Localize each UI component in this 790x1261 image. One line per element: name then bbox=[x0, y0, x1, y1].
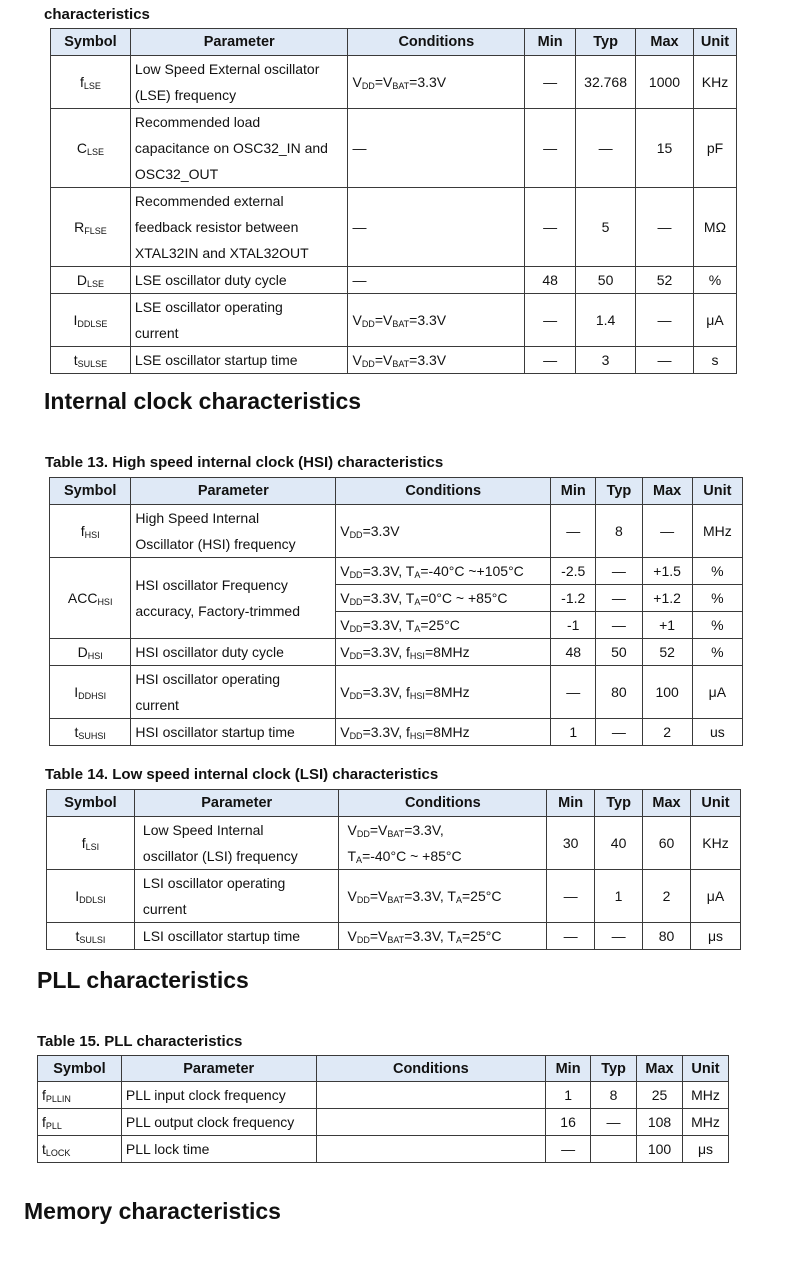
table-header-row bbox=[50, 478, 743, 505]
min-cell: 48 bbox=[551, 639, 596, 666]
table-row bbox=[51, 56, 737, 109]
min-cell: — bbox=[547, 870, 595, 923]
conditions-cell: $V_{DD}=3.3V$, $T_A=25^\circ C$ bbox=[336, 612, 551, 639]
symbol-cell: $t_{SUHSI}$ bbox=[50, 719, 131, 746]
typ-cell: 50 bbox=[596, 639, 642, 666]
parameter-cell: HSI oscillator duty cycle bbox=[131, 639, 336, 666]
min-cell: -2.5 bbox=[551, 558, 596, 585]
conditions-cell: — bbox=[348, 267, 525, 294]
parameter-cell: LSE oscillator operating current bbox=[130, 294, 348, 347]
conditions-cell bbox=[316, 1136, 546, 1163]
header-unit: Unit bbox=[692, 478, 742, 505]
table-row bbox=[51, 347, 737, 374]
min-cell: 1 bbox=[551, 719, 596, 746]
typ-cell: 8 bbox=[591, 1082, 637, 1109]
symbol-cell: $t_{SULSI}$ bbox=[47, 923, 135, 950]
parameter-cell: HSI oscillator startup time bbox=[131, 719, 336, 746]
table-header-row bbox=[51, 29, 737, 56]
max-cell: — bbox=[636, 188, 694, 267]
unit-cell: μs bbox=[691, 923, 741, 950]
unit-cell: % bbox=[692, 558, 742, 585]
min-cell: — bbox=[546, 1136, 591, 1163]
table-caption: Table 14. Low speed internal clock (LSI) characteristics bbox=[45, 766, 439, 783]
typ-cell: 50 bbox=[576, 267, 636, 294]
header-unit: Unit bbox=[691, 790, 741, 817]
parameter-cell: Recommended load capacitance on OSC32_IN and OSC32_OUT bbox=[130, 109, 348, 188]
header-max: Max bbox=[637, 1056, 683, 1082]
pll-characteristics-table bbox=[37, 1055, 729, 1163]
unit-cell: MHz bbox=[692, 505, 742, 558]
table-header-row bbox=[38, 1056, 729, 1082]
typ-cell: — bbox=[595, 923, 643, 950]
unit-cell: % bbox=[693, 267, 736, 294]
symbol-cell: $I_{DDLSI}$ bbox=[47, 870, 135, 923]
typ-cell: 32.768 bbox=[576, 56, 636, 109]
header-conditions: Conditions bbox=[348, 29, 525, 56]
header-symbol: Symbol bbox=[38, 1056, 122, 1082]
max-cell: — bbox=[636, 294, 694, 347]
header-parameter: Parameter bbox=[134, 790, 339, 817]
min-cell: — bbox=[551, 505, 596, 558]
header-parameter: Parameter bbox=[121, 1056, 316, 1082]
section-heading-memory: Memory characteristics bbox=[24, 1198, 281, 1224]
table-caption: Table 13. High speed internal clock (HSI) characteristics bbox=[45, 454, 444, 471]
max-cell: 108 bbox=[637, 1109, 683, 1136]
max-cell: 100 bbox=[637, 1136, 683, 1163]
conditions-cell: — bbox=[348, 109, 525, 188]
symbol-cell: $t_{LOCK}$ bbox=[38, 1136, 122, 1163]
max-cell: 2 bbox=[642, 719, 692, 746]
table-row bbox=[38, 1136, 729, 1163]
unit-cell: % bbox=[692, 639, 742, 666]
section-heading-pll: PLL characteristics bbox=[37, 967, 249, 993]
conditions-cell: $V_{DD}=3.3V$ bbox=[336, 505, 551, 558]
typ-cell: — bbox=[596, 558, 642, 585]
symbol-cell: $f_{HSI}$ bbox=[50, 505, 131, 558]
table-row bbox=[50, 505, 743, 558]
header-min: Min bbox=[547, 790, 595, 817]
conditions-cell: $V_{DD}=V_{BAT}=3.3V$, $T_A=25^\circ C$ bbox=[339, 870, 547, 923]
max-cell: 2 bbox=[643, 870, 691, 923]
parameter-cell: Low Speed External oscillator (LSE) frequency bbox=[130, 56, 348, 109]
conditions-cell: $V_{DD}=V_{BAT}=3.3V$ bbox=[348, 56, 525, 109]
conditions-cell: $V_{DD}=V_{BAT}=3.3V$ bbox=[348, 294, 525, 347]
unit-cell: μA bbox=[693, 294, 736, 347]
lsi-characteristics-table bbox=[46, 789, 741, 950]
max-cell: 80 bbox=[643, 923, 691, 950]
min-cell: — bbox=[551, 666, 596, 719]
table-row bbox=[50, 719, 743, 746]
parameter-cell: LSE oscillator duty cycle bbox=[130, 267, 348, 294]
min-cell: 1 bbox=[546, 1082, 591, 1109]
min-cell: -1.2 bbox=[551, 585, 596, 612]
header-min: Min bbox=[525, 29, 576, 56]
max-cell: 52 bbox=[642, 639, 692, 666]
typ-cell: 1.4 bbox=[576, 294, 636, 347]
conditions-cell: $V_{DD}=3.3V$, $T_A=-40^\circ C$ ~+105°C bbox=[336, 558, 551, 585]
max-cell: 52 bbox=[636, 267, 694, 294]
header-max: Max bbox=[643, 790, 691, 817]
min-cell: — bbox=[547, 923, 595, 950]
unit-cell: μA bbox=[691, 870, 741, 923]
table-caption: characteristics bbox=[44, 6, 150, 23]
conditions-cell: $V_{DD}=3.3V$, $T_A=0^\circ C$ ~ +85°C bbox=[336, 585, 551, 612]
max-cell: +1.2 bbox=[642, 585, 692, 612]
unit-cell: μs bbox=[682, 1136, 728, 1163]
header-min: Min bbox=[551, 478, 596, 505]
unit-cell: us bbox=[692, 719, 742, 746]
typ-cell: — bbox=[596, 719, 642, 746]
table-row bbox=[51, 294, 737, 347]
max-cell: — bbox=[642, 505, 692, 558]
min-cell: — bbox=[525, 294, 576, 347]
symbol-cell: $ACC_{HSI}$ bbox=[50, 558, 131, 639]
max-cell: 25 bbox=[637, 1082, 683, 1109]
conditions-cell: $V_{DD}=V_{BAT}=3.3V$ bbox=[348, 347, 525, 374]
symbol-cell: $f_{LSE}$ bbox=[51, 56, 131, 109]
unit-cell: KHz bbox=[691, 817, 741, 870]
min-cell: — bbox=[525, 347, 576, 374]
unit-cell: pF bbox=[693, 109, 736, 188]
unit-cell: % bbox=[692, 612, 742, 639]
typ-cell: — bbox=[596, 612, 642, 639]
max-cell: — bbox=[636, 347, 694, 374]
parameter-cell: Low Speed Internal oscillator (LSI) frequency bbox=[134, 817, 339, 870]
unit-cell: MΩ bbox=[693, 188, 736, 267]
min-cell: 16 bbox=[546, 1109, 591, 1136]
table-row bbox=[51, 188, 737, 267]
header-typ: Typ bbox=[595, 790, 643, 817]
symbol-cell: $C_{LSE}$ bbox=[51, 109, 131, 188]
conditions-cell: $V_{DD}=3.3V$, $f_{HSI}=8MHz$ bbox=[336, 719, 551, 746]
typ-cell: 1 bbox=[595, 870, 643, 923]
parameter-cell: LSI oscillator startup time bbox=[134, 923, 339, 950]
table-caption: Table 15. PLL characteristics bbox=[37, 1033, 243, 1050]
conditions-cell bbox=[316, 1109, 546, 1136]
header-parameter: Parameter bbox=[130, 29, 348, 56]
table-row bbox=[51, 109, 737, 188]
symbol-cell: $I_{DDHSI}$ bbox=[50, 666, 131, 719]
table-row bbox=[47, 870, 741, 923]
max-cell: +1.5 bbox=[642, 558, 692, 585]
hsi-characteristics-table bbox=[49, 477, 743, 746]
parameter-cell: PLL input clock frequency bbox=[121, 1082, 316, 1109]
header-symbol: Symbol bbox=[51, 29, 131, 56]
parameter-cell: HSI oscillator operating current bbox=[131, 666, 336, 719]
table-row bbox=[50, 639, 743, 666]
parameter-cell: HSI oscillator Frequency accuracy, Factory-trimmed bbox=[131, 558, 336, 639]
symbol-cell: $R_{FLSE}$ bbox=[51, 188, 131, 267]
symbol-cell: $t_{SULSE}$ bbox=[51, 347, 131, 374]
conditions-cell bbox=[316, 1082, 546, 1109]
table-row bbox=[50, 666, 743, 719]
min-cell: -1 bbox=[551, 612, 596, 639]
unit-cell: μA bbox=[692, 666, 742, 719]
parameter-cell: Recommended external feedback resistor between XTAL32IN and XTAL32OUT bbox=[130, 188, 348, 267]
max-cell: 15 bbox=[636, 109, 694, 188]
header-conditions: Conditions bbox=[339, 790, 547, 817]
lse-characteristics-table bbox=[50, 28, 737, 374]
parameter-cell: PLL lock time bbox=[121, 1136, 316, 1163]
header-typ: Typ bbox=[596, 478, 642, 505]
conditions-cell: $V_{DD}=3.3V$, $f_{HSI}=8MHz$ bbox=[336, 666, 551, 719]
symbol-cell: $f_{PLLIN}$ bbox=[38, 1082, 122, 1109]
min-cell: 30 bbox=[547, 817, 595, 870]
header-typ: Typ bbox=[576, 29, 636, 56]
conditions-cell: — bbox=[348, 188, 525, 267]
typ-cell: — bbox=[596, 585, 642, 612]
max-cell: 1000 bbox=[636, 56, 694, 109]
max-cell: 60 bbox=[643, 817, 691, 870]
header-max: Max bbox=[642, 478, 692, 505]
symbol-cell: $D_{LSE}$ bbox=[51, 267, 131, 294]
unit-cell: KHz bbox=[693, 56, 736, 109]
table-row bbox=[47, 817, 741, 870]
header-typ: Typ bbox=[591, 1056, 637, 1082]
table-row bbox=[38, 1082, 729, 1109]
section-heading-internal-clock: Internal clock characteristics bbox=[44, 388, 362, 414]
max-cell: 100 bbox=[642, 666, 692, 719]
table-row bbox=[38, 1109, 729, 1136]
typ-cell: 5 bbox=[576, 188, 636, 267]
parameter-cell: PLL output clock frequency bbox=[121, 1109, 316, 1136]
typ-cell: 80 bbox=[596, 666, 642, 719]
unit-cell: MHz bbox=[682, 1109, 728, 1136]
min-cell: 48 bbox=[525, 267, 576, 294]
parameter-cell: LSE oscillator startup time bbox=[130, 347, 348, 374]
symbol-cell: $I_{DDLSE}$ bbox=[51, 294, 131, 347]
typ-cell: 3 bbox=[576, 347, 636, 374]
parameter-cell: LSI oscillator operating current bbox=[134, 870, 339, 923]
header-max: Max bbox=[636, 29, 694, 56]
unit-cell: % bbox=[692, 585, 742, 612]
header-symbol: Symbol bbox=[47, 790, 135, 817]
table-row bbox=[50, 558, 743, 585]
min-cell: — bbox=[525, 188, 576, 267]
max-cell: +1 bbox=[642, 612, 692, 639]
parameter-cell: High Speed Internal Oscillator (HSI) frequency bbox=[131, 505, 336, 558]
min-cell: — bbox=[525, 56, 576, 109]
min-cell: — bbox=[525, 109, 576, 188]
table-header-row bbox=[47, 790, 741, 817]
symbol-cell: $D_{HSI}$ bbox=[50, 639, 131, 666]
header-conditions: Conditions bbox=[336, 478, 551, 505]
typ-cell: — bbox=[591, 1109, 637, 1136]
symbol-cell: $f_{LSI}$ bbox=[47, 817, 135, 870]
header-parameter: Parameter bbox=[131, 478, 336, 505]
conditions-cell: $V_{DD}=V_{BAT}=3.3V$, $T_A=25^\circ C$ bbox=[339, 923, 547, 950]
header-symbol: Symbol bbox=[50, 478, 131, 505]
symbol-cell: $f_{PLL}$ bbox=[38, 1109, 122, 1136]
header-unit: Unit bbox=[693, 29, 736, 56]
unit-cell: s bbox=[693, 347, 736, 374]
table-row bbox=[51, 267, 737, 294]
typ-cell: — bbox=[576, 109, 636, 188]
conditions-cell: $V_{DD}=V_{BAT}=3.3V$, $T_A=-40^\circ C$ ~ +85°C bbox=[339, 817, 547, 870]
typ-cell: 40 bbox=[595, 817, 643, 870]
unit-cell: MHz bbox=[682, 1082, 728, 1109]
table-row bbox=[47, 923, 741, 950]
header-conditions: Conditions bbox=[316, 1056, 546, 1082]
header-unit: Unit bbox=[682, 1056, 728, 1082]
typ-cell bbox=[591, 1136, 637, 1163]
header-min: Min bbox=[546, 1056, 591, 1082]
typ-cell: 8 bbox=[596, 505, 642, 558]
conditions-cell: $V_{DD}=3.3V$, $f_{HSI}=8MHz$ bbox=[336, 639, 551, 666]
